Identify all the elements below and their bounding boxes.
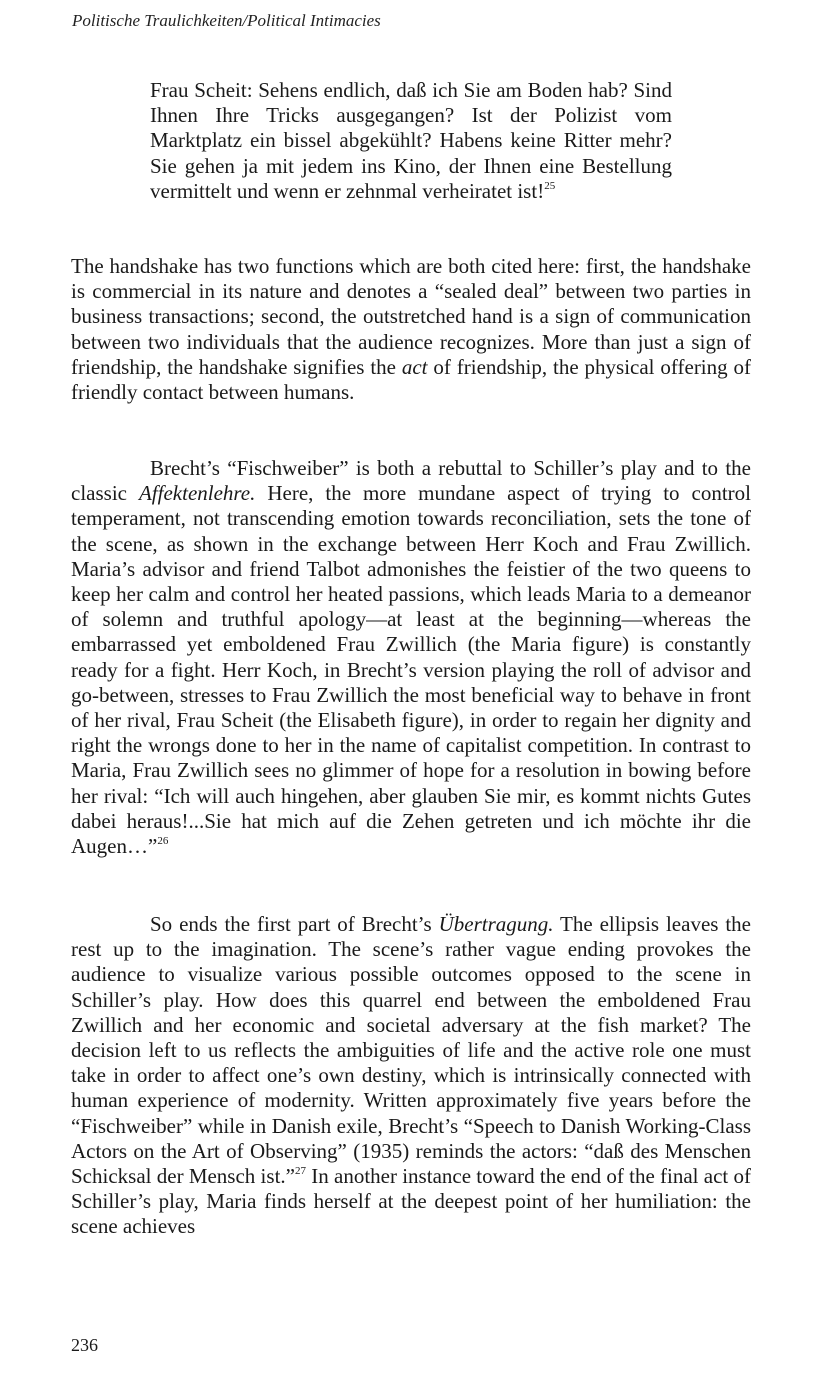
quote-text: Frau Scheit: Sehens endlich, daß ich Sie am Boden hab? Sind Ihnen Ihre Tricks ausgegangen? Ist der Polizist vom Marktplatz ein bissel abgekühlt? Habens keine Ritter mehr? Sie gehen ja mit jedem ins Kino, der Ihnen eine Bestellung vermittelt und wenn er zehnmal verheiratet ist! [150,78,672,203]
running-head: Politische Traulichkeiten/Political Intimacies [72,11,381,30]
paragraph-text: The ellipsis leaves the rest up to the imagination. The scene’s rather vague ending provokes the audience to visualize various possible outcomes opposed to the scene in Schiller’s play. How does this quarrel end between the emboldened Frau Zwillich and her economic and societal adversary at the fish market? The decision left to us reflects the ambiguities of life and the active role one must take in order to affect one’s own destiny, which is intrinsically connected with human experience of modernity. Written approximately five years before the “Fischweiber” while in Danish exile, Brecht’s “Speech to Danish Working-Class Actors on the Art of Observing” (1935) reminds the actors: “daß des Menschen Schicksal der Mensch ist.” [71,912,751,1189]
page-number: 236 [71,1335,98,1355]
block-quote [150,78,672,204]
emphasis-affektenlehre: Affektenlehre. [138,481,256,506]
footnote-marker-25: 25 [544,179,556,192]
paragraph-text: of friendship, the physical offering of friendly contact between humans. [71,354,752,405]
paragraph-uebertragung [71,912,751,1240]
footnote-marker-26: 26 [157,835,169,848]
paragraph-text: So ends the first part of Brecht’s [150,912,439,936]
paragraph-text: The handshake has two functions which are both cited here: first, the handshake is commercial in its nature and denotes a “sealed deal” between two parties in business transactions; second, the outstretched hand is a sign of communication between two individuals that the audience recognizes. More than just a sign of friendship, the handshake signifies the [71,254,751,379]
paragraph-fischweiber [71,456,751,859]
paragraph-text: In another instance toward the end of the final act of Schiller’s play, Maria finds herself at the deepest point of her humiliation: the scene achieves [71,1164,751,1239]
emphasis-uebertragung: Übertragung. [438,912,554,936]
paragraph-text: Brecht’s “Fischweiber” is both a rebuttal to Schiller’s play and to the classic [71,456,751,506]
paragraph-handshake [71,254,751,405]
footnote-marker-27: 27 [294,1165,306,1178]
emphasis-act: act [401,354,428,379]
paragraph-text: Here, the more mundane aspect of trying to control temperament, not transcending emotion towards reconciliation, sets the tone of the scene, as shown in the exchange between Herr Koch and Frau Zwillich. Maria’s advisor and friend Talbot admonishes the feistier of the two queens to keep her calm and control her heated passions, which leads Maria to a demeanor of solemn and truthful apology—at least at the beginning—whereas the embarrassed yet emboldened Frau Zwillich (the Maria figure) is constantly ready for a fight. Herr Koch, in Brecht’s version playing the roll of advisor and go-between, stresses to Frau Zwillich the most beneficial way to behave in front of her rival, Frau Scheit (the Elisabeth figure), in order to regain her dignity and right the wrongs done to her in the name of capitalist competition. In contrast to Maria, Frau Zwillich sees no glimmer of hope for a resolution in bowing before her rival: “Ich will auch hingehen, aber glauben Sie mir, es kommt nichts Gutes dabei heraus!...Sie hat mich auf die Zehen getreten und ich möchte ihr die Augen…” [71,481,751,859]
